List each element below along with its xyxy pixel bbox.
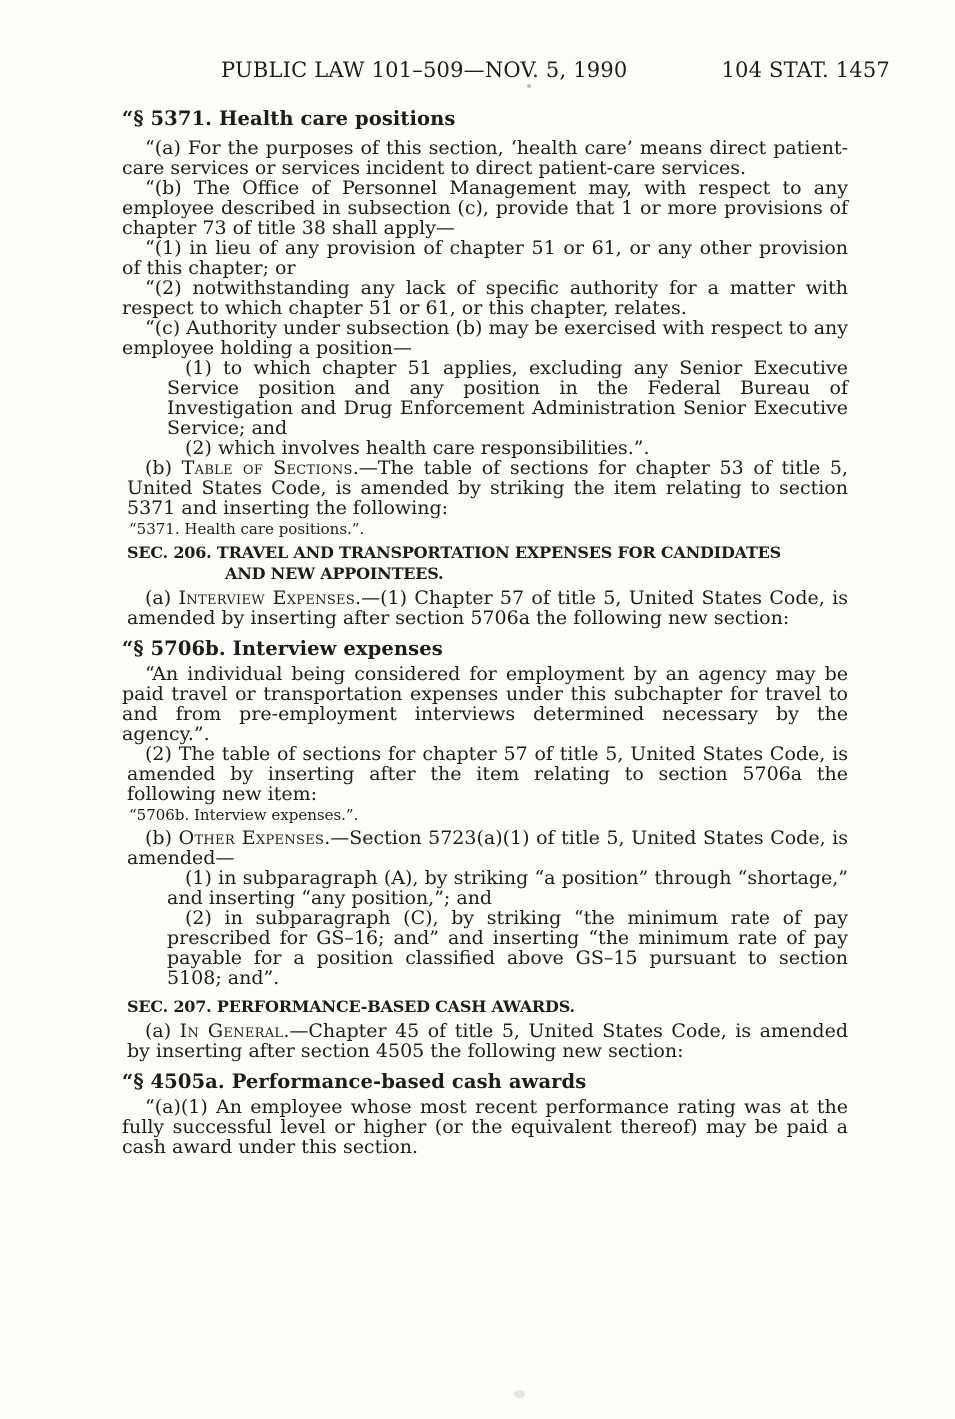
table-item-5706b: “5706b. Interview expenses.”. bbox=[129, 806, 359, 824]
law-title: PUBLIC LAW 101–509—NOV. 5, 1990 bbox=[220, 58, 628, 82]
statute-text-block bbox=[122, 0, 890, 1158]
para-4505a: “(a)(1) An employee whose most recent performance rating was at the fully successful level or higher (or the equivalent thereof) may be paid a cash award under this section. bbox=[122, 1096, 848, 1158]
item-5371-b2: “(2) notwithstanding any lack of specific authority for a matter with respect to which chapter 51 or 61, or this chapter, relates. bbox=[122, 277, 848, 319]
para-table-of-sections bbox=[127, 458, 848, 518]
para-207-a bbox=[127, 1021, 848, 1061]
subsection-label: (a) bbox=[145, 1020, 180, 1042]
subsection-label: (b) bbox=[145, 457, 182, 479]
sec-207-heading: SEC. 207. PERFORMANCE-BASED CASH AWARDS. bbox=[127, 997, 575, 1016]
section-4505a-heading: “§ 4505a. Performance-based cash awards bbox=[122, 1070, 587, 1093]
scan-artifact-smudge bbox=[514, 1390, 525, 1398]
item-5371-c1: (1) to which chapter 51 applies, excluding any Senior Executive Service position and any position in the Federal Bureau of Investigation and Drug Enforcement Administration Senior Executive Service; and bbox=[167, 357, 848, 439]
subsection-label: (b) bbox=[145, 827, 179, 849]
para-206-a bbox=[127, 588, 848, 628]
para-5371-c: “(c) Authority under subsection (b) may be exercised with respect to any employee holding a position— bbox=[122, 317, 848, 359]
para-206-b-text: .—Section 5723(a)(1) of title 5, United States Code, is amended— bbox=[127, 827, 849, 869]
sec-206-heading-line1: SEC. 206. TRAVEL AND TRANSPORTATION EXPENSES FOR CANDIDATES bbox=[127, 543, 782, 562]
item-5371-c2: (2) which involves health care responsibilities.”. bbox=[185, 437, 650, 459]
scan-artifact-dot bbox=[527, 84, 531, 88]
para-5706b: “An individual being considered for employment by an agency may be paid travel or transportation expenses under this subchapter for travel to and from pre-employment interviews determined necessary by the agency.”. bbox=[122, 663, 848, 745]
in-general-label: In General bbox=[179, 1020, 284, 1042]
para-5371-b: “(b) The Office of Personnel Management may, with respect to any employee described in subsection (c), provide that 1 or more provisions of chapter 73 of title 38 shall apply— bbox=[122, 177, 848, 239]
table-of-sections-text: .—The table of sections for chapter 53 of title 5, United States Code, is amended by striking the item relating to section 5371 and inserting the following: bbox=[127, 457, 848, 519]
sec-206-heading-line2: AND NEW APPOINTEES. bbox=[225, 564, 444, 583]
section-5371-heading: “§ 5371. Health care positions bbox=[122, 107, 456, 130]
table-of-sections-label: Table of Sections bbox=[181, 457, 353, 479]
item-206-b1: (1) in subparagraph (A), by striking “a position” through “shortage,” and inserting “any position,”; and bbox=[167, 867, 848, 909]
running-head bbox=[127, 60, 890, 86]
item-206-b2: (2) in subparagraph (C), by striking “the minimum rate of pay prescribed for GS–16; and” and inserting “the minimum rate of pay payable for a position classified above GS–15 pursuant to section 5108; and”. bbox=[167, 907, 848, 989]
para-207-a-text: .—Chapter 45 of title 5, United States Code, is amended by inserting after section 4505 the following new section: bbox=[127, 1020, 848, 1062]
table-item-5371: “5371. Health care positions.”. bbox=[129, 520, 365, 538]
para-206-b bbox=[127, 828, 848, 868]
statutes-at-large-page: 104 STAT. 1457 bbox=[721, 58, 890, 82]
para-206-a2: (2) The table of sections for chapter 57 of title 5, United States Code, is amended by inserting after the item relating to section 5706a the following new item: bbox=[127, 743, 848, 805]
other-expenses-label: Other Expenses bbox=[178, 827, 325, 849]
sec-206-heading bbox=[127, 542, 848, 584]
para-206-a-text: .—(1) Chapter 57 of title 5, United States Code, is amended by inserting after section 5706a the following new section: bbox=[127, 587, 848, 629]
section-5706b-heading: “§ 5706b. Interview expenses bbox=[122, 637, 443, 660]
subsection-label: (a) bbox=[145, 587, 179, 609]
item-5371-b1: “(1) in lieu of any provision of chapter 51 or 61, or any other provision of this chapter; or bbox=[122, 237, 848, 279]
interview-expenses-label: Interview Expenses bbox=[178, 587, 356, 609]
para-5371-a: “(a) For the purposes of this section, ‘health care’ means direct patient-care services or services incident to direct patient-care services. bbox=[122, 137, 848, 179]
